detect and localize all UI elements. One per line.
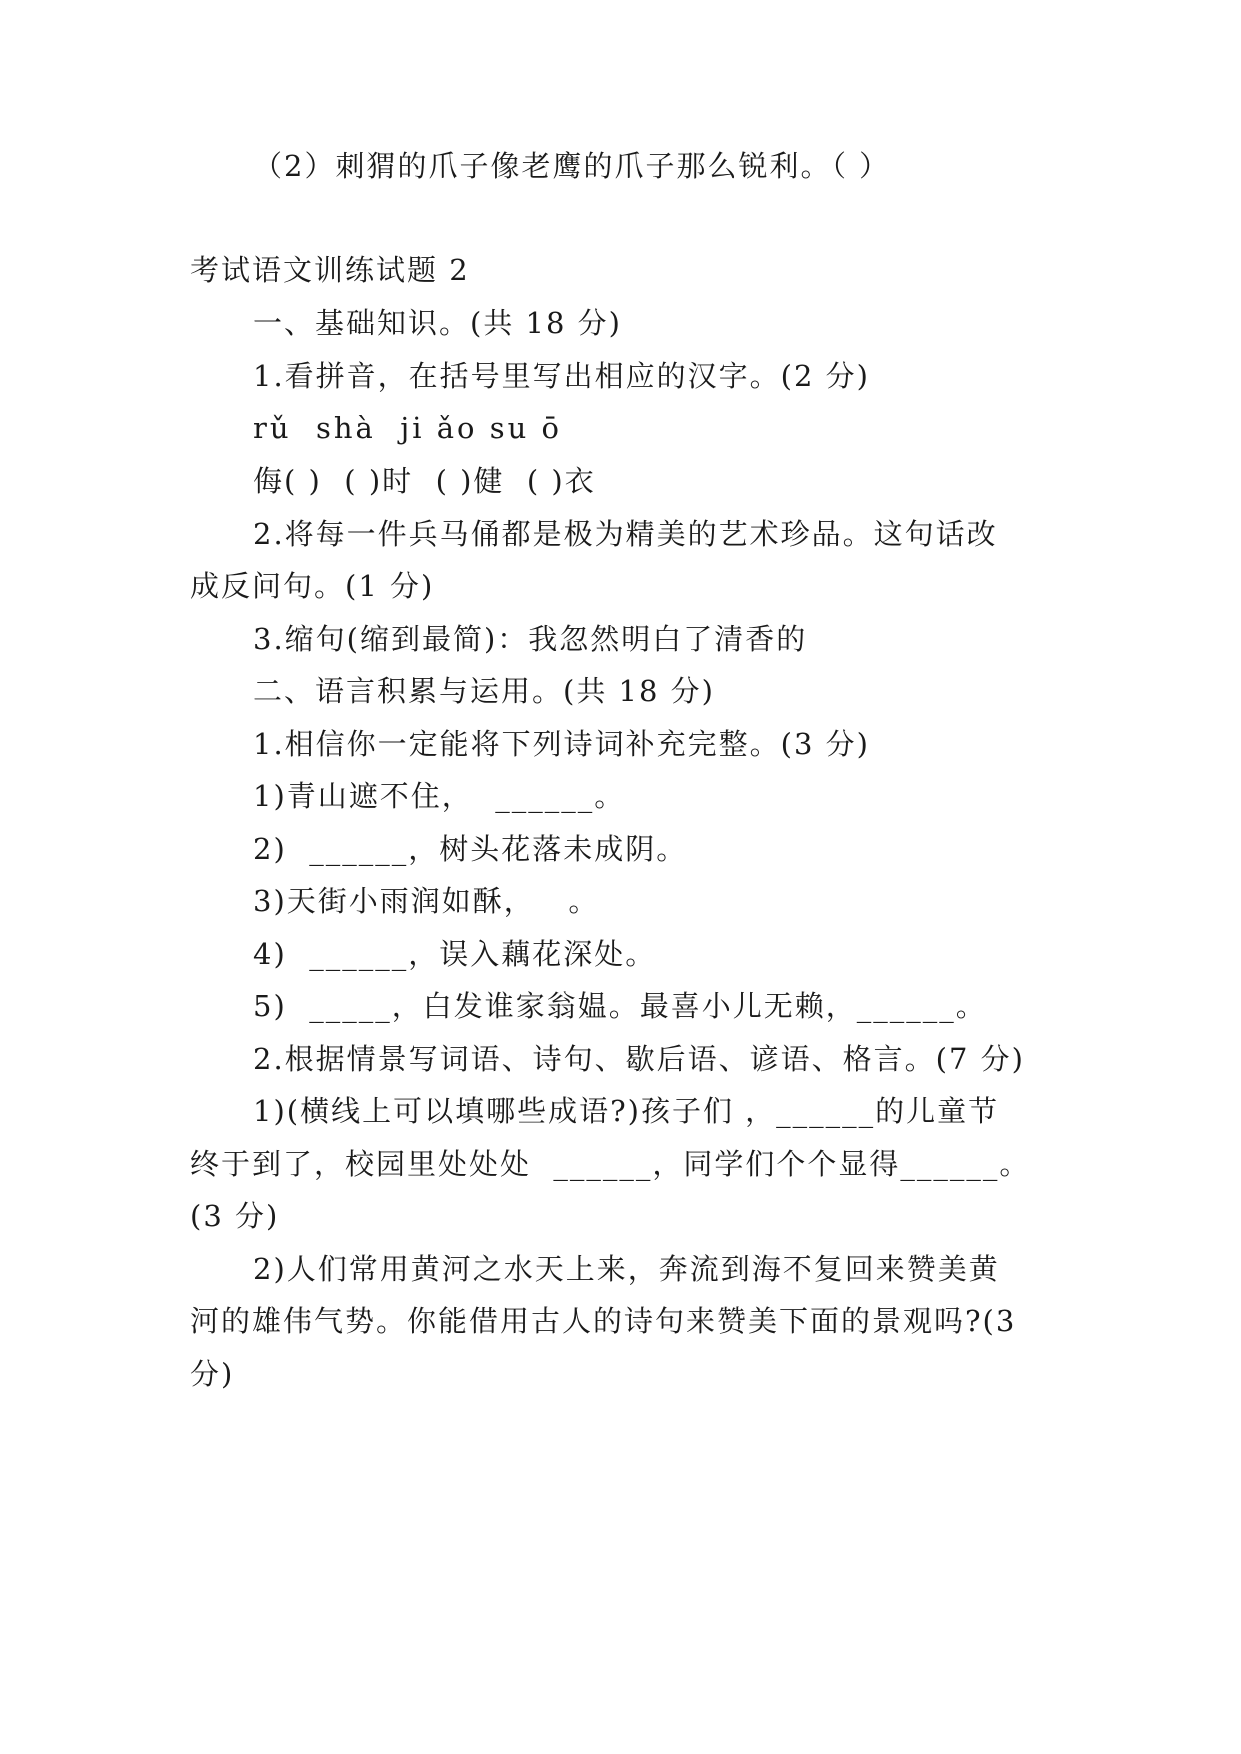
poem-blank-line: 5) _____，白发谁家翁媪。最喜小儿无赖，______。 xyxy=(253,989,987,1023)
document-title: 考试语文训练试题 2 xyxy=(190,253,470,287)
pinyin-line: rǔ shà ji ǎo su ō xyxy=(253,411,562,445)
question-line: 2)人们常用黄河之水天上来，奔流到海不复回来赞美黄 xyxy=(253,1252,1000,1286)
question-line: 分) xyxy=(190,1357,235,1391)
question-line: 1.看拼音，在括号里写出相应的汉字。(2 分) xyxy=(253,359,870,393)
poem-blank-line: 1)青山遮不住， ______。 xyxy=(253,779,626,813)
poem-blank-line: 4) ______，误入藕花深处。 xyxy=(253,937,657,971)
question-line: 河的雄伟气势。你能借用古人的诗句来赞美下面的景观吗?(3 xyxy=(190,1304,1017,1338)
poem-blank-line: 2) ______，树头花落未成阴。 xyxy=(253,832,688,866)
question-line: (3 分) xyxy=(190,1199,280,1233)
question-line: 1)(横线上可以填哪些成语?)孩子们 ，______的儿童节 xyxy=(253,1094,1000,1128)
section-heading-basics: 一、基础知识。(共 18 分) xyxy=(253,306,622,340)
question-line: 成反问句。(1 分) xyxy=(190,569,435,603)
poem-blank-line: 3)天街小雨润如酥， 。 xyxy=(253,884,600,918)
question-line: 2.将每一件兵马俑都是极为精美的艺术珍品。这句话改 xyxy=(253,517,998,551)
section-heading-language: 二、语言积累与运用。(共 18 分) xyxy=(253,674,715,708)
question-line: 终于到了，校园里处处处 ______，同学们个个显得______。 xyxy=(190,1147,1031,1181)
fill-in-blanks-line: 侮( ) ( )时 ( )健 ( )衣 xyxy=(253,464,596,498)
question-line: 3.缩句(缩到最简)：我忽然明白了清香的 xyxy=(253,622,808,656)
question-line: 2.根据情景写词语、诗句、歇后语、谚语、格言。(7 分) xyxy=(253,1042,1025,1076)
prev-question-line: （2）刺猬的爪子像老鹰的爪子那么锐利。（ ） xyxy=(253,149,891,183)
question-line: 1.相信你一定能将下列诗词补充完整。(3 分) xyxy=(253,727,870,761)
